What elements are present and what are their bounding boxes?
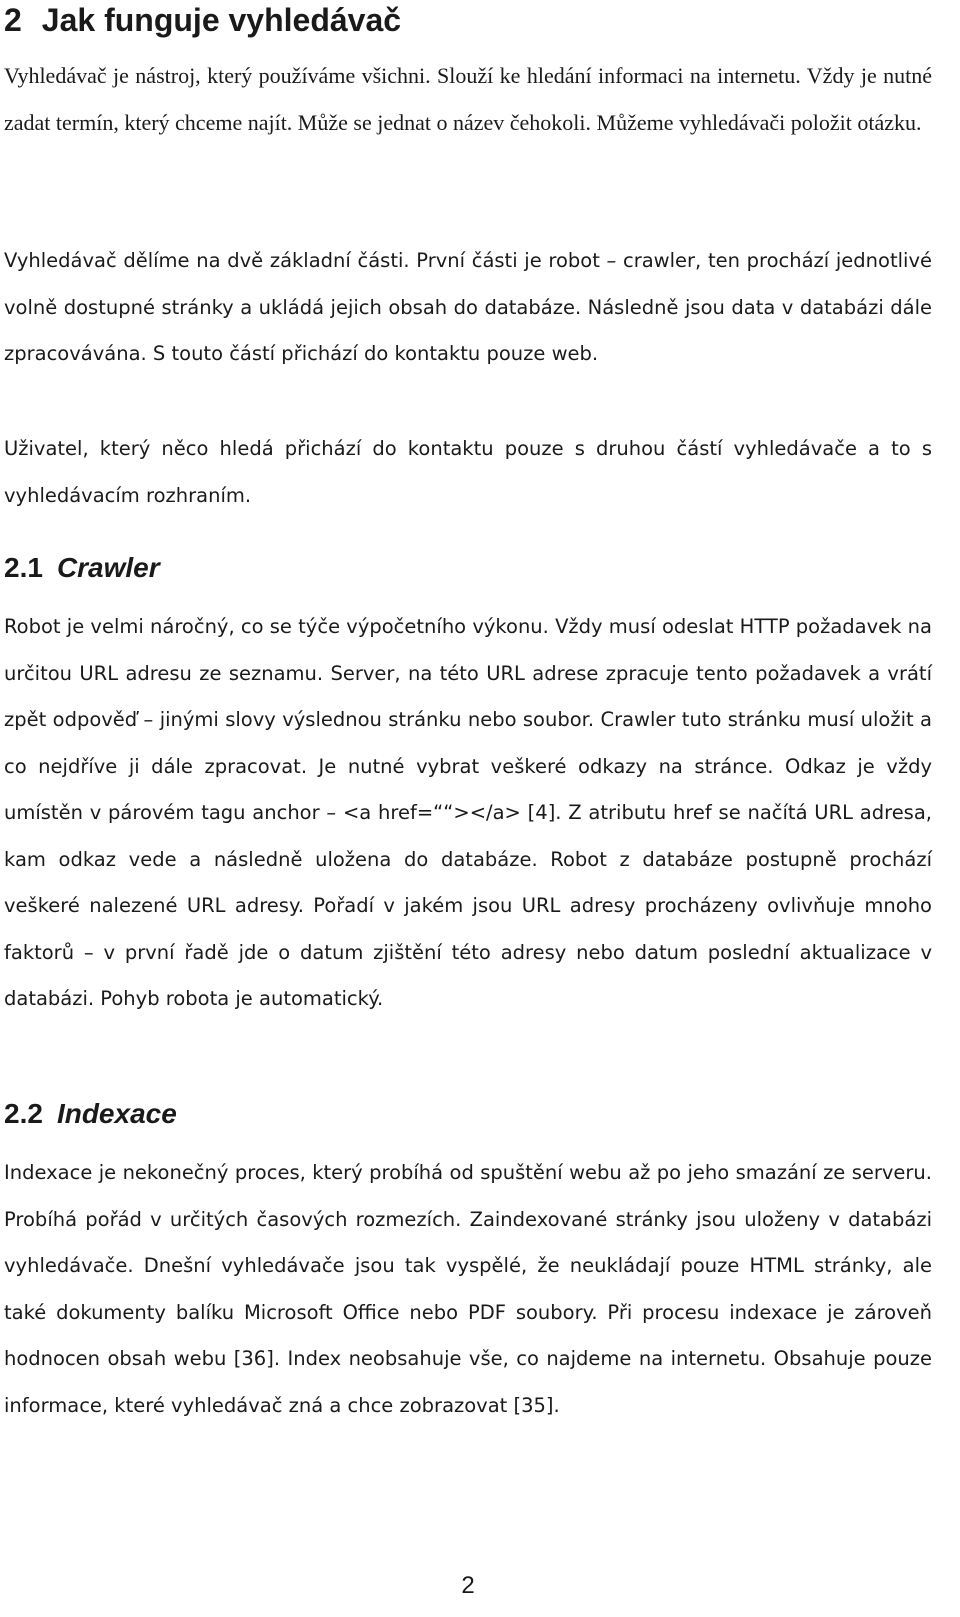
page-number: 2: [461, 1572, 475, 1599]
section-number: 2.2: [4, 1098, 43, 1129]
intro-paragraph-3: Uživatel, který něco hledá přichází do kontaktu pouze s druhou částí vyhledávače a to s vyhledávacím rozhraním.: [4, 437, 932, 507]
chapter-title: Jak funguje vyhledávač: [41, 2, 402, 38]
section-title: Indexace: [56, 1098, 177, 1129]
intro-paragraph-2: Vyhledávač dělíme na dvě základní části. První části je robot – crawler, ten prochází jednotlivé volně dostupné stránky a ukládá jejich obsah do databáze. Následně jsou data v databázi dále zpracovávána. S touto částí přichází do kontaktu pouze web.: [4, 249, 932, 365]
section-heading-crawler: [4, 550, 160, 586]
chapter-heading: [4, 0, 401, 40]
section-title: Crawler: [56, 552, 160, 583]
section-number: 2.1: [4, 552, 43, 583]
crawler-paragraph: Robot je velmi náročný, co se týče výpočetního výkonu. Vždy musí odeslat HTTP požadavek na určitou URL adresu ze seznamu. Server, na této URL adrese zpracuje tento požadavek a vrátí zpět odpověď – jinými slovy výslednou stránku nebo soubor. Crawler tuto stránku musí uložit a co nejdříve ji dále zpracovat. Je nutné vybrat veškeré odkazy na stránce. Odkaz je vždy umístěn v párovém tagu anchor – <a href=““></a> [4]. Z atributu href se načítá URL adresa, kam odkaz vede a následně uložena do databáze. Robot z databáze postupně prochází veškeré nalezené URL adresy. Pořadí v jakém jsou URL adresy procházeny ovlivňuje mnoho faktorů – v první řadě jde o datum zjištění této adresy nebo datum poslední aktualizace v databázi. Pohyb robota je automatický.: [4, 615, 932, 1010]
intro-paragraph-1: Vyhledávač je nástroj, který používáme všichni. Slouží ke hledání informaci na internetu. Vždy je nutné zadat termín, který chceme najít. Může se jednat o název čehokoli. Můžeme vyhledávači položit otázku.: [4, 63, 932, 135]
indexace-paragraph: Indexace je nekonečný proces, který probíhá od spuštění webu až po jeho smazání ze serveru. Probíhá pořád v určitých časových rozmezích. Zaindexované stránky jsou uloženy v databázi vyhledávače. Dnešní vyhledávače jsou tak vyspělé, že neukládají pouze HTML stránky, ale také dokumenty balíku Microsoft Office nebo PDF soubory. Při procesu indexace je zároveň hodnocen obsah webu [36]. Index neobsahuje vše, co najdeme na internetu. Obsahuje pouze informace, které vyhledávač zná a chce zobrazovat [35].: [4, 1161, 932, 1417]
section-heading-indexace: [4, 1096, 177, 1132]
chapter-number: 2: [4, 2, 22, 38]
